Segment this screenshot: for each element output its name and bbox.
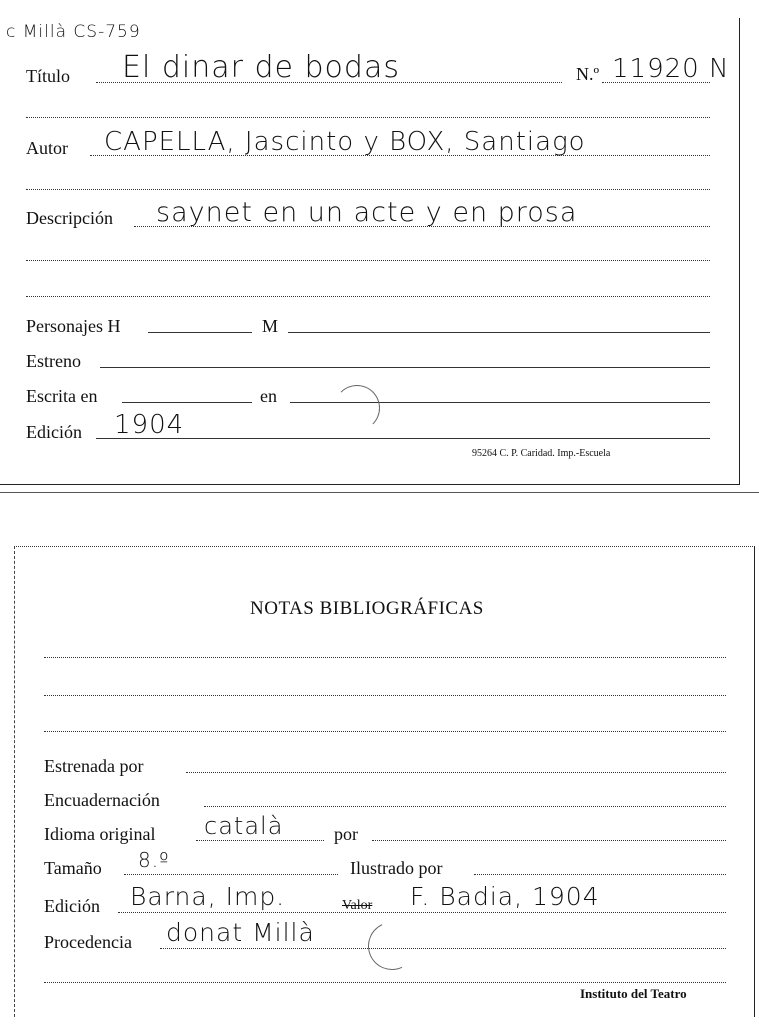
- notas-line-3: [44, 731, 726, 732]
- estreno-line: [100, 367, 710, 368]
- descripcion-line-3: [26, 296, 710, 297]
- bottom-line: [44, 982, 726, 983]
- estreno-label: Estreno: [26, 351, 81, 371]
- numero-label: N.º: [576, 64, 600, 84]
- personajes-m-line: [288, 332, 710, 333]
- idioma-value: català: [204, 812, 284, 840]
- encuadernacion-line: [204, 806, 726, 807]
- card-separator: [0, 492, 759, 493]
- ilustrado-label: Ilustrado por: [350, 858, 443, 878]
- ilustrado-line: [474, 874, 726, 875]
- descripcion-line-2: [26, 260, 710, 261]
- institute-imprint: Instituto del Teatro: [580, 986, 687, 1001]
- numero-value: 11920 N: [612, 54, 730, 84]
- autor-line-2: [26, 189, 710, 190]
- idioma-por-line: [372, 840, 726, 841]
- idioma-line: [196, 840, 324, 841]
- idioma-por-label: por: [334, 824, 358, 844]
- encuadernacion-label: Encuadernación: [44, 790, 160, 810]
- titulo-label: Título: [26, 66, 70, 86]
- autor-label: Autor: [26, 138, 68, 158]
- escrita-en-label: en: [260, 386, 277, 406]
- edicion2-struck: Valor: [342, 898, 373, 913]
- edicion2-label: Edición: [44, 896, 100, 916]
- notas-line-2: [44, 695, 726, 696]
- catalog-reference: c Millà CS-759: [6, 22, 141, 42]
- punch-hole: [334, 385, 380, 431]
- titulo-line-2: [26, 117, 710, 118]
- edicion-label: Edición: [26, 422, 82, 442]
- edicion-line: [96, 438, 710, 439]
- notas-heading: NOTAS BIBLIOGRÁFICAS: [250, 598, 484, 619]
- escrita-line: [122, 402, 252, 403]
- descripcion-value: saynet en un acte y en prosa: [156, 197, 578, 228]
- procedencia-label: Procedencia: [44, 932, 132, 952]
- procedencia-value: donat Millà: [166, 918, 315, 947]
- estrenada-label: Estrenada por: [44, 756, 144, 776]
- tamano-label: Tamaño: [44, 858, 102, 878]
- personajes-label: Personajes H: [26, 316, 121, 336]
- edicion-value: 1904: [114, 410, 185, 440]
- edicion2-value-a: Barna, Imp.: [130, 882, 286, 911]
- escrita-label: Escrita en: [26, 386, 98, 406]
- personajes-m-label: M: [262, 316, 279, 336]
- printer-imprint: 95264 C. P. Caridad. Imp.-Escuela: [472, 448, 611, 459]
- tamano-line: [124, 874, 338, 875]
- descripcion-label: Descripción: [26, 208, 113, 228]
- personajes-h-line: [148, 332, 252, 333]
- notas-line-1: [44, 657, 726, 658]
- edicion2-line: [118, 912, 726, 913]
- tamano-value: 8.º: [138, 848, 170, 872]
- idioma-label: Idioma original: [44, 824, 156, 844]
- autor-value: CAPELLA, Jascinto y BOX, Santiago: [104, 127, 586, 157]
- titulo-value: El dinar de bodas: [122, 50, 400, 85]
- procedencia-line: [160, 948, 726, 949]
- estrenada-line: [186, 772, 726, 773]
- edicion2-value-b: F. Badia, 1904: [410, 882, 600, 911]
